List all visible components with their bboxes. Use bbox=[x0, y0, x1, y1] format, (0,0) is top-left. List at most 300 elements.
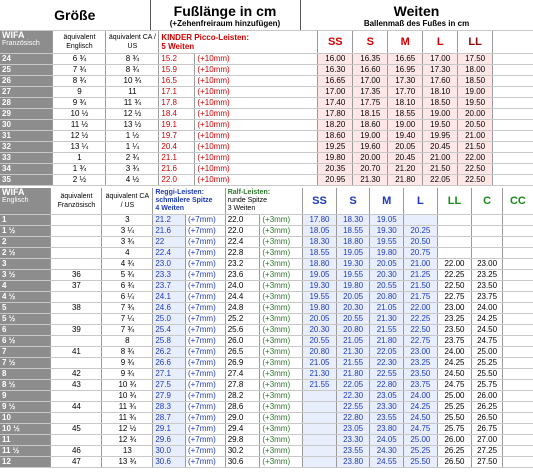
row-aeq-us: 4 bbox=[102, 248, 153, 259]
row-width-value bbox=[502, 424, 533, 435]
row-ralf-length: 29.0 bbox=[225, 413, 260, 424]
row-ralf-add: (+3mm) bbox=[260, 226, 303, 237]
row-width-value: 20.50 bbox=[458, 120, 493, 131]
section2-table bbox=[0, 188, 533, 468]
row-width-value: 21.05 bbox=[336, 336, 370, 347]
section1-width-ss: SS bbox=[318, 31, 353, 54]
section2-wifa-sub: Englisch bbox=[2, 197, 29, 204]
row-ralf-add: (+3mm) bbox=[260, 270, 303, 281]
row-width-value: 26.25 bbox=[437, 446, 472, 457]
row-width-value: 16.60 bbox=[353, 65, 388, 76]
row-width-value: 26.50 bbox=[437, 457, 472, 468]
row-aeq-fr: 37 bbox=[51, 281, 102, 292]
row-wifa: 6 bbox=[0, 325, 51, 336]
section2-header-row bbox=[0, 188, 533, 215]
row-width-value: 21.00 bbox=[423, 153, 458, 164]
row-wifa: 1 ½ bbox=[0, 226, 51, 237]
section2-reggi-header bbox=[153, 188, 225, 215]
row-wifa: 5 bbox=[0, 303, 51, 314]
section1-body bbox=[0, 54, 533, 186]
row-width-value: 23.50 bbox=[404, 369, 438, 380]
row-width-value: 19.55 bbox=[336, 270, 370, 281]
row-aeq-en: 8 ¾ bbox=[53, 76, 106, 87]
row-width-value: 21.30 bbox=[353, 175, 388, 186]
row-aeq-us: 12 ½ bbox=[106, 109, 159, 120]
row-ralf-length: 22.4 bbox=[225, 237, 260, 248]
row-spacer bbox=[493, 175, 533, 186]
row-width-value: 19.55 bbox=[303, 292, 337, 303]
row-ralf-add: (+3mm) bbox=[260, 446, 303, 457]
row-aeq-us: 3 ¾ bbox=[106, 164, 159, 175]
row-aeq-fr: 47 bbox=[51, 457, 102, 468]
section2-body bbox=[0, 215, 533, 468]
row-width-value: 19.30 bbox=[336, 259, 370, 270]
row-spacer bbox=[493, 153, 533, 164]
row-aeq-us: 8 ¾ bbox=[102, 347, 153, 358]
row-width-value: 20.80 bbox=[303, 347, 337, 358]
section1-row bbox=[0, 76, 533, 87]
header-weiten-sub: Ballenmaß des Fußes in cm bbox=[363, 18, 470, 28]
row-ralf-add: (+3mm) bbox=[260, 336, 303, 347]
row-aeq-us: 4 ½ bbox=[106, 175, 159, 186]
row-spacer bbox=[493, 65, 533, 76]
row-ralf-length: 28.6 bbox=[225, 402, 260, 413]
section2-wifa-header bbox=[0, 188, 51, 215]
row-width-value: 19.00 bbox=[423, 109, 458, 120]
row-reggi-add: (+7mm) bbox=[185, 369, 225, 380]
row-aeq-fr bbox=[51, 292, 102, 303]
row-width-value: 19.00 bbox=[353, 131, 388, 142]
row-aeq-us: 9 ¾ bbox=[102, 358, 153, 369]
row-aeq-en: 9 ¾ bbox=[53, 98, 106, 109]
section1-width-s: S bbox=[353, 31, 388, 54]
row-width-value: 16.95 bbox=[388, 65, 423, 76]
row-ralf-length: 26.5 bbox=[225, 347, 260, 358]
row-width-value: 23.00 bbox=[437, 303, 472, 314]
section2-row bbox=[0, 391, 533, 402]
row-width-value: 23.30 bbox=[370, 402, 404, 413]
row-aeq-us: 6 ¼ bbox=[102, 292, 153, 303]
row-length: 15.9 bbox=[159, 65, 195, 76]
section2-row bbox=[0, 402, 533, 413]
section2-width-c: C bbox=[472, 188, 503, 215]
row-width-value bbox=[502, 413, 533, 424]
row-width-value: 21.75 bbox=[404, 292, 438, 303]
row-reggi-add: (+7mm) bbox=[185, 303, 225, 314]
row-width-value: 23.25 bbox=[437, 314, 472, 325]
section2-reggi-sub1: schmälere Spitze bbox=[155, 197, 213, 204]
row-width-value: 23.00 bbox=[472, 259, 503, 270]
section1-row bbox=[0, 87, 533, 98]
row-width-value: 25.75 bbox=[437, 424, 472, 435]
row-width-value: 23.80 bbox=[336, 457, 370, 468]
row-aeq-us: 12 ½ bbox=[102, 424, 153, 435]
row-width-value: 24.05 bbox=[370, 435, 404, 446]
row-reggi-add: (+7mm) bbox=[185, 259, 225, 270]
section1-row bbox=[0, 65, 533, 76]
row-width-value: 18.55 bbox=[388, 109, 423, 120]
row-wifa: 31 bbox=[0, 131, 53, 142]
row-ralf-length: 29.4 bbox=[225, 424, 260, 435]
section2-ralf-header bbox=[225, 188, 302, 215]
section1-row bbox=[0, 120, 533, 131]
section2-row bbox=[0, 435, 533, 446]
row-width-value: 21.50 bbox=[404, 281, 438, 292]
row-width-value: 20.30 bbox=[370, 270, 404, 281]
row-aeq-us: 7 ¾ bbox=[102, 325, 153, 336]
row-wifa: 35 bbox=[0, 175, 53, 186]
row-width-value: 19.05 bbox=[370, 215, 404, 226]
row-aeq-fr bbox=[51, 215, 102, 226]
row-width-value: 23.30 bbox=[336, 435, 370, 446]
row-width-value: 18.15 bbox=[353, 109, 388, 120]
section1-row bbox=[0, 131, 533, 142]
row-width-value bbox=[502, 281, 533, 292]
section2-row bbox=[0, 259, 533, 270]
row-wifa: 26 bbox=[0, 76, 53, 87]
section1-aeq-us-header: äquivalent CA / US bbox=[106, 31, 159, 54]
row-reggi-length: 21.2 bbox=[153, 215, 186, 226]
row-width-value: 16.30 bbox=[318, 65, 353, 76]
row-ralf-add: (+3mm) bbox=[260, 281, 303, 292]
row-width-value: 21.30 bbox=[370, 314, 404, 325]
row-reggi-length: 26.2 bbox=[153, 347, 186, 358]
row-ralf-add: (+3mm) bbox=[260, 259, 303, 270]
row-width-value: 17.00 bbox=[318, 87, 353, 98]
row-width-value bbox=[502, 303, 533, 314]
row-aeq-en: 1 bbox=[53, 153, 106, 164]
row-width-value bbox=[502, 215, 533, 226]
row-ralf-add: (+3mm) bbox=[260, 215, 303, 226]
row-length-add: (+10mm) bbox=[195, 65, 318, 76]
row-reggi-add: (+7mm) bbox=[185, 391, 225, 402]
row-width-value: 17.80 bbox=[303, 215, 337, 226]
row-width-value bbox=[502, 325, 533, 336]
section2-row bbox=[0, 358, 533, 369]
row-reggi-length: 23.7 bbox=[153, 281, 186, 292]
row-width-value: 20.80 bbox=[370, 292, 404, 303]
row-reggi-add: (+7mm) bbox=[185, 314, 225, 325]
row-aeq-fr bbox=[51, 413, 102, 424]
section2-row bbox=[0, 413, 533, 424]
row-ralf-length: 27.4 bbox=[225, 369, 260, 380]
row-width-value: 21.80 bbox=[370, 336, 404, 347]
row-width-value: 20.75 bbox=[404, 248, 438, 259]
row-width-value: 19.25 bbox=[318, 142, 353, 153]
row-reggi-add: (+7mm) bbox=[185, 457, 225, 468]
row-width-value: 23.55 bbox=[370, 413, 404, 424]
row-ralf-length: 24.8 bbox=[225, 303, 260, 314]
row-width-value: 22.25 bbox=[404, 314, 438, 325]
row-length: 22.0 bbox=[159, 175, 195, 186]
row-width-value: 21.00 bbox=[404, 259, 438, 270]
row-ralf-add: (+3mm) bbox=[260, 237, 303, 248]
row-aeq-fr: 43 bbox=[51, 380, 102, 391]
row-width-value: 20.00 bbox=[353, 153, 388, 164]
row-ralf-add: (+3mm) bbox=[260, 292, 303, 303]
row-width-value: 19.60 bbox=[353, 142, 388, 153]
row-width-value: 25.00 bbox=[472, 347, 503, 358]
row-width-value bbox=[502, 358, 533, 369]
row-length: 21.6 bbox=[159, 164, 195, 175]
row-width-value: 25.00 bbox=[437, 391, 472, 402]
row-width-value: 17.80 bbox=[318, 109, 353, 120]
row-width-value: 22.50 bbox=[404, 325, 438, 336]
row-ralf-length: 28.2 bbox=[225, 391, 260, 402]
row-aeq-us: 9 ¾ bbox=[102, 369, 153, 380]
section1-aeq-en-header: äquivalent Englisch bbox=[53, 31, 106, 54]
row-aeq-us: 13 ¾ bbox=[102, 457, 153, 468]
section2-row bbox=[0, 303, 533, 314]
row-aeq-us: 13 ½ bbox=[106, 120, 159, 131]
row-wifa: 4 ½ bbox=[0, 292, 51, 303]
row-width-value: 19.30 bbox=[370, 226, 404, 237]
row-length: 16.5 bbox=[159, 76, 195, 87]
row-reggi-length: 28.3 bbox=[153, 402, 186, 413]
section2-row bbox=[0, 380, 533, 391]
row-wifa: 2 ½ bbox=[0, 248, 51, 259]
row-width-value: 22.00 bbox=[458, 153, 493, 164]
row-reggi-add: (+7mm) bbox=[185, 413, 225, 424]
section1-wifa-header bbox=[0, 31, 53, 54]
section1-width-l: L bbox=[423, 31, 458, 54]
row-aeq-us: 11 bbox=[106, 87, 159, 98]
section2-row bbox=[0, 270, 533, 281]
row-width-value: 20.45 bbox=[388, 153, 423, 164]
row-ralf-length: 24.0 bbox=[225, 281, 260, 292]
section2-reggi-sub2: 4 Weiten bbox=[155, 205, 185, 212]
row-ralf-length: 22.0 bbox=[225, 226, 260, 237]
row-width-value: 23.80 bbox=[370, 424, 404, 435]
row-aeq-us: 11 ¾ bbox=[102, 413, 153, 424]
row-width-value bbox=[502, 435, 533, 446]
row-reggi-length: 27.5 bbox=[153, 380, 186, 391]
row-wifa: 8 ½ bbox=[0, 380, 51, 391]
row-width-value bbox=[303, 391, 337, 402]
header-table bbox=[0, 0, 533, 31]
section2-row bbox=[0, 215, 533, 226]
row-aeq-fr bbox=[51, 226, 102, 237]
row-width-value: 20.25 bbox=[404, 226, 438, 237]
row-width-value: 21.05 bbox=[303, 358, 337, 369]
row-width-value: 18.10 bbox=[388, 98, 423, 109]
section2-width-m: M bbox=[370, 188, 404, 215]
row-ralf-add: (+3mm) bbox=[260, 391, 303, 402]
row-width-value: 18.00 bbox=[458, 65, 493, 76]
row-length-add: (+10mm) bbox=[195, 54, 318, 65]
section2-row bbox=[0, 237, 533, 248]
section1-row bbox=[0, 98, 533, 109]
row-ralf-add: (+3mm) bbox=[260, 248, 303, 259]
row-width-value: 17.75 bbox=[353, 98, 388, 109]
row-width-value bbox=[303, 424, 337, 435]
row-width-value: 18.60 bbox=[353, 120, 388, 131]
row-reggi-add: (+7mm) bbox=[185, 226, 225, 237]
row-aeq-us: 6 ¾ bbox=[102, 281, 153, 292]
row-width-value: 24.25 bbox=[404, 402, 438, 413]
row-width-value: 25.00 bbox=[404, 435, 438, 446]
row-width-value: 18.20 bbox=[318, 120, 353, 131]
row-width-value: 21.30 bbox=[303, 369, 337, 380]
row-width-value: 16.65 bbox=[318, 76, 353, 87]
section2-row bbox=[0, 325, 533, 336]
section1-row bbox=[0, 153, 533, 164]
row-length: 19.1 bbox=[159, 120, 195, 131]
row-ralf-add: (+3mm) bbox=[260, 402, 303, 413]
header-fusslaenge: Fußlänge in cm bbox=[173, 2, 277, 19]
row-width-value: 19.00 bbox=[388, 120, 423, 131]
row-width-value: 24.25 bbox=[437, 358, 472, 369]
row-width-value: 19.80 bbox=[318, 153, 353, 164]
row-width-value bbox=[437, 215, 472, 226]
row-width-value: 20.00 bbox=[458, 109, 493, 120]
row-width-value: 26.75 bbox=[472, 424, 503, 435]
row-width-value: 24.50 bbox=[404, 413, 438, 424]
row-width-value: 19.05 bbox=[303, 270, 337, 281]
row-ralf-length: 23.6 bbox=[225, 270, 260, 281]
row-width-value bbox=[502, 292, 533, 303]
row-wifa: 6 ½ bbox=[0, 336, 51, 347]
row-aeq-us: 2 ¾ bbox=[106, 153, 159, 164]
section1-row bbox=[0, 142, 533, 153]
section2-row bbox=[0, 446, 533, 457]
row-reggi-length: 21.6 bbox=[153, 226, 186, 237]
row-width-value bbox=[437, 237, 472, 248]
row-aeq-us: 7 ¼ bbox=[102, 314, 153, 325]
row-reggi-length: 27.9 bbox=[153, 391, 186, 402]
row-wifa: 8 bbox=[0, 369, 51, 380]
row-aeq-us: 3 ¾ bbox=[102, 237, 153, 248]
row-width-value: 17.50 bbox=[458, 54, 493, 65]
row-spacer bbox=[493, 76, 533, 87]
row-wifa: 25 bbox=[0, 65, 53, 76]
row-reggi-length: 23.0 bbox=[153, 259, 186, 270]
row-width-value bbox=[502, 380, 533, 391]
row-width-value bbox=[502, 226, 533, 237]
row-reggi-add: (+7mm) bbox=[185, 446, 225, 457]
section1-leisten-header bbox=[159, 31, 318, 54]
row-width-value bbox=[303, 413, 337, 424]
row-width-value bbox=[502, 248, 533, 259]
row-width-value: 18.60 bbox=[318, 131, 353, 142]
row-reggi-add: (+7mm) bbox=[185, 270, 225, 281]
row-width-value: 17.35 bbox=[353, 87, 388, 98]
row-aeq-fr: 39 bbox=[51, 325, 102, 336]
row-reggi-length: 30.6 bbox=[153, 457, 186, 468]
row-width-value: 24.30 bbox=[370, 446, 404, 457]
row-wifa: 33 bbox=[0, 153, 53, 164]
row-spacer bbox=[493, 109, 533, 120]
row-length: 17.8 bbox=[159, 98, 195, 109]
row-width-value: 23.55 bbox=[336, 446, 370, 457]
section1-width-m: M bbox=[388, 31, 423, 54]
row-aeq-us: 11 ¾ bbox=[102, 402, 153, 413]
row-width-value bbox=[502, 446, 533, 457]
row-aeq-fr: 45 bbox=[51, 424, 102, 435]
row-aeq-fr bbox=[51, 259, 102, 270]
row-aeq-en: 12 ½ bbox=[53, 131, 106, 142]
row-width-value: 26.00 bbox=[437, 435, 472, 446]
section1-table bbox=[0, 31, 533, 186]
section1-leisten-sub: 5 Weiten bbox=[161, 42, 195, 51]
section2-row bbox=[0, 314, 533, 325]
row-aeq-en: 7 ¾ bbox=[53, 65, 106, 76]
row-width-value bbox=[502, 369, 533, 380]
row-width-value: 22.80 bbox=[336, 413, 370, 424]
row-reggi-add: (+7mm) bbox=[185, 292, 225, 303]
row-wifa: 3 ½ bbox=[0, 270, 51, 281]
row-wifa: 2 bbox=[0, 237, 51, 248]
row-length: 19.7 bbox=[159, 131, 195, 142]
row-width-value: 25.50 bbox=[472, 369, 503, 380]
row-width-value: 23.00 bbox=[404, 347, 438, 358]
section2-row bbox=[0, 281, 533, 292]
row-ralf-length: 24.4 bbox=[225, 292, 260, 303]
row-width-value: 17.70 bbox=[388, 87, 423, 98]
row-reggi-length: 29.1 bbox=[153, 424, 186, 435]
row-reggi-length: 28.7 bbox=[153, 413, 186, 424]
row-width-value: 24.50 bbox=[472, 325, 503, 336]
row-reggi-add: (+7mm) bbox=[185, 380, 225, 391]
row-width-value: 19.50 bbox=[458, 98, 493, 109]
row-width-value: 18.80 bbox=[336, 237, 370, 248]
row-reggi-length: 23.3 bbox=[153, 270, 186, 281]
row-wifa: 12 bbox=[0, 457, 51, 468]
row-reggi-length: 26.6 bbox=[153, 358, 186, 369]
section2-width-ll: LL bbox=[437, 188, 472, 215]
section2-aeq-us-header: äquivalent CA / US bbox=[102, 188, 153, 215]
row-width-value: 23.25 bbox=[472, 270, 503, 281]
row-wifa: 30 bbox=[0, 120, 53, 131]
row-width-value: 25.75 bbox=[472, 380, 503, 391]
row-width-value: 20.35 bbox=[318, 164, 353, 175]
row-length: 15.2 bbox=[159, 54, 195, 65]
row-aeq-us: 10 ¾ bbox=[102, 380, 153, 391]
section1-spacer bbox=[493, 31, 533, 54]
row-aeq-en: 9 bbox=[53, 87, 106, 98]
row-width-value: 22.30 bbox=[370, 358, 404, 369]
row-width-value: 18.55 bbox=[336, 226, 370, 237]
row-width-value: 18.30 bbox=[303, 237, 337, 248]
section2-ralf-sub2: 3 Weiten bbox=[227, 205, 256, 212]
row-width-value: 19.80 bbox=[303, 303, 337, 314]
row-width-value: 19.05 bbox=[336, 248, 370, 259]
row-width-value bbox=[472, 215, 503, 226]
row-width-value: 19.95 bbox=[423, 131, 458, 142]
section1-row bbox=[0, 175, 533, 186]
row-width-value bbox=[303, 457, 337, 468]
row-ralf-add: (+3mm) bbox=[260, 358, 303, 369]
row-length-add: (+10mm) bbox=[195, 76, 318, 87]
row-aeq-fr: 41 bbox=[51, 347, 102, 358]
row-width-value: 23.50 bbox=[437, 325, 472, 336]
row-width-value: 24.25 bbox=[472, 314, 503, 325]
row-aeq-en: 13 ¼ bbox=[53, 142, 106, 153]
row-width-value: 16.35 bbox=[353, 54, 388, 65]
row-aeq-fr bbox=[51, 248, 102, 259]
row-aeq-fr: 36 bbox=[51, 270, 102, 281]
row-spacer bbox=[493, 87, 533, 98]
row-length-add: (+10mm) bbox=[195, 142, 318, 153]
row-reggi-add: (+7mm) bbox=[185, 215, 225, 226]
row-wifa: 7 bbox=[0, 347, 51, 358]
row-ralf-length: 23.2 bbox=[225, 259, 260, 270]
row-reggi-length: 25.4 bbox=[153, 325, 186, 336]
row-width-value bbox=[502, 314, 533, 325]
row-width-value bbox=[502, 391, 533, 402]
row-ralf-length: 25.6 bbox=[225, 325, 260, 336]
row-wifa: 24 bbox=[0, 54, 53, 65]
